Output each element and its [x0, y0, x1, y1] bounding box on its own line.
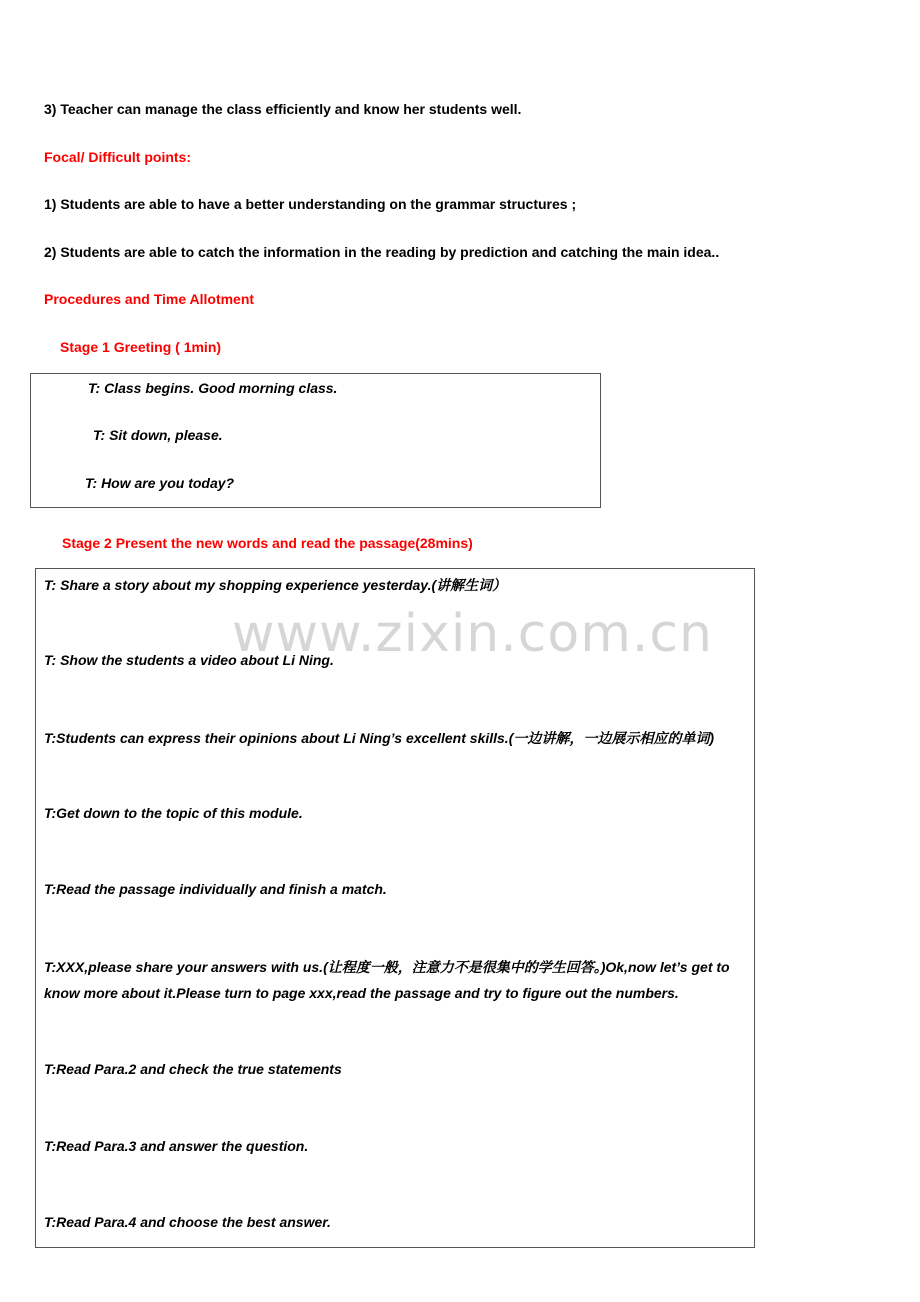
stage1-line: T: How are you today? [85, 475, 235, 491]
stage2-line: T:Read Para.4 and choose the best answer. [44, 1214, 331, 1230]
procedures-heading: Procedures and Time Allotment [44, 291, 255, 307]
stage1-line: T: Class begins. Good morning class. [88, 380, 338, 396]
focal-item-1: 1) Students are able to have a better understanding on the grammar structures ; [44, 196, 577, 212]
watermark: www.zixin.com.cn [232, 604, 713, 664]
stage2-heading: Stage 2 Present the new words and read the passage(28mins) [62, 535, 473, 551]
stage1-heading: Stage 1 Greeting ( 1min) [60, 339, 222, 355]
stage2-line: T:Read Para.2 and check the true statements [44, 1061, 342, 1077]
focal-item-2: 2) Students are able to catch the information in the reading by prediction and catching the main idea.. [44, 244, 720, 260]
stage2-line: T:Read Para.3 and answer the question. [44, 1138, 309, 1154]
stage2-box [35, 568, 755, 1248]
objective-item-3: 3) Teacher can manage the class efficiently and know her students well. [44, 101, 522, 117]
stage1-box [30, 373, 601, 508]
stage2-line: T:Read the passage individually and finish a match. [44, 881, 387, 897]
focal-heading: Focal/ Difficult points: [44, 149, 191, 165]
stage2-line: T: Share a story about my shopping experience yesterday.(讲解生词） [44, 577, 507, 593]
stage2-line: T: Show the students a video about Li Ning. [44, 652, 334, 668]
stage2-line: T:Get down to the topic of this module. [44, 805, 303, 821]
stage2-line: T:XXX,please share your answers with us.(让程度一般，注意力不是很集中的学生回答。)Ok,now let’s get to know more about it.Please turn to page xxx,read the passage and try to figure out the numbers. [44, 959, 730, 1001]
stage2-line: T:Students can express their opinions about Li Ning’s excellent skills.(一边讲解，一边展示相应的单词) [44, 730, 715, 746]
stage1-line: T: Sit down, please. [93, 427, 223, 443]
